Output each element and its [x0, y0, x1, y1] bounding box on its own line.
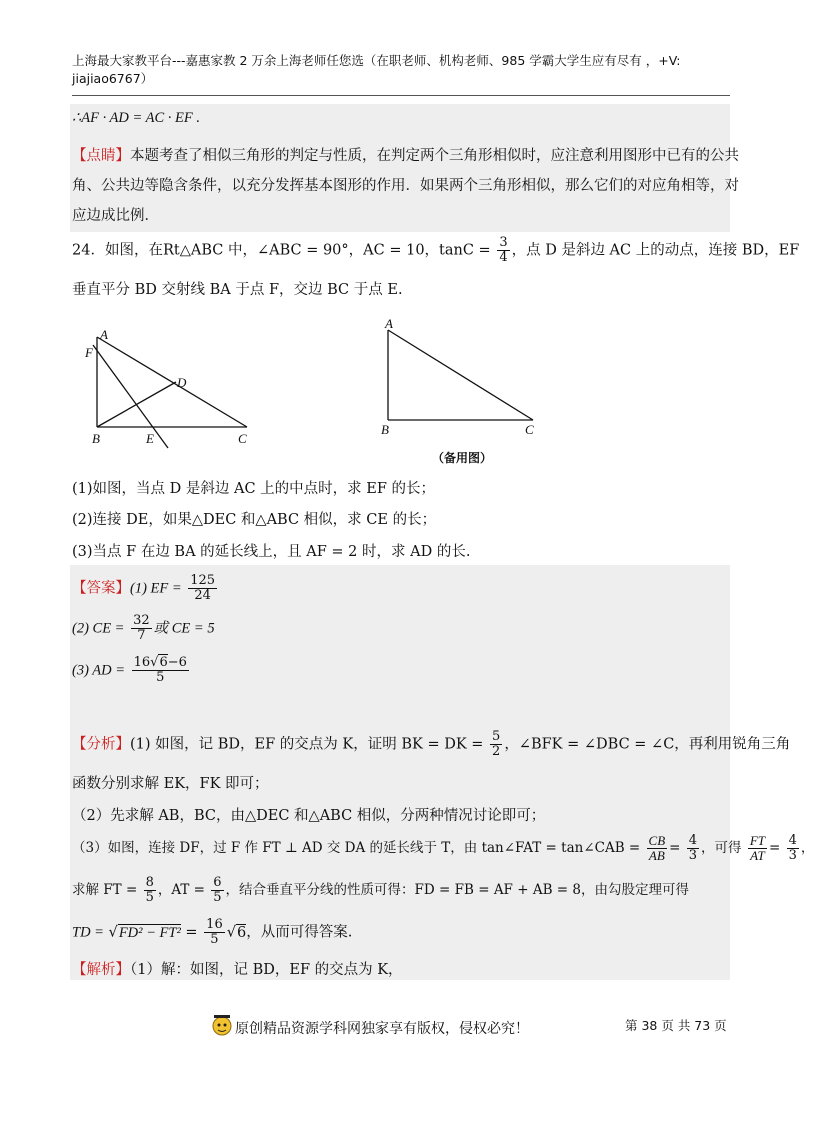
- analysis-line-6: TD = √FD² − FT² = $\frac{16}{5}$ √6，从而可得答案.: [72, 917, 353, 947]
- figure-1: [80, 325, 260, 450]
- question-line-1: 24．如图，在Rt△ABC 中，∠ABC = 90°，AC = 10，tanC = $\frac{3}{4}$ ，点 D 是斜边 AC 上的动点，连接 BD，EF: [72, 235, 800, 265]
- comment-label: 【点睛】: [72, 148, 130, 164]
- fig2-label-a: A: [385, 316, 393, 331]
- fig2-label-b: B: [381, 422, 389, 437]
- analysis-line-2: 函数分别求解 EK，FK 即可；: [72, 776, 269, 792]
- mascot-icon: [210, 1012, 234, 1038]
- solution-line: 【解析】（1）解：如图，记 BD，EF 的交点为 K，: [72, 962, 403, 978]
- fig2-label-c: C: [525, 422, 534, 437]
- header-divider: [72, 95, 730, 96]
- fig2-line-ac: [388, 330, 533, 420]
- label-f: F: [85, 345, 93, 360]
- prev-conclusion: ∴AF · AD = AC · EF .: [72, 110, 201, 126]
- answer-1: 【答案】(1) EF = $\frac{125}{24}$: [72, 573, 216, 603]
- analysis-line-5: 求解 FT = $\frac{8}{5}$ ，AT = $\frac{6}{5}$ ，结合垂直平分线的性质可得：FD = FB = AF + AB = 8，由勾股定理可得: [72, 875, 689, 905]
- analysis-line-4: （3）如图，连接 DF，过 F 作 FT ⊥ AD 交 DA 的延长线于 T，由 tan∠FAT = tan∠CAB = $\frac{CB}{AB}$ = $\frac{4}{3}$ ，可得 $\frac{FT}{AT}$ = $\frac{4}{3}$ ，: [72, 833, 814, 863]
- analysis-line-1: 【分析】(1) 如图，记 BD，EF 的交点为 K，证明 BK = DK = $\frac{5}{2}$ ，∠BFK = ∠DBC = ∠C，再利用锐角三角: [72, 729, 791, 759]
- comment-line-2: 角、公共边等隐含条件，以充分发挥基本图形的作用．如果两个三角形相似，那么它们的对应角相等，对: [72, 178, 739, 194]
- question-number: 24．: [72, 242, 105, 259]
- label-a: A: [100, 327, 108, 342]
- comment-line-1: 【点睛】本题考查了相似三角形的判定与性质，在判定两个三角形相似时，应注意利用图形中已有的公共: [72, 148, 739, 164]
- label-b: B: [92, 431, 100, 446]
- label-e: E: [146, 431, 154, 446]
- solution-label: 【解析】: [72, 962, 130, 978]
- line-ef: [93, 345, 168, 448]
- analysis-line-3: （2）先求解 AB，BC，由△DEC 和△ABC 相似，分两种情况讨论即可；: [72, 808, 546, 824]
- tan-fraction: $\frac{3}{4}$: [499, 235, 508, 265]
- figure-caption: （备用图）: [432, 451, 493, 465]
- question-line-2: 垂直平分 BD 交射线 BA 于点 F，交边 BC 于点 E.: [72, 282, 403, 298]
- part-2: (2)连接 DE，如果△DEC 和△ABC 相似，求 CE 的长；: [72, 512, 437, 528]
- page-number: 第 38 页 共 73 页: [625, 1018, 727, 1033]
- footer-copyright: 原创精品资源学科网独家享有版权，侵权必究！: [235, 1021, 529, 1037]
- analysis-label: 【分析】: [72, 736, 130, 753]
- label-c: C: [238, 431, 247, 446]
- page-header: 上海最大家教平台---嘉惠家教 2 万余上海老师任您选（在职老师、机构老师、985 学霸大学生应有尽有 ，+V: jiajiao6767）: [72, 53, 681, 86]
- figure-2: [375, 312, 550, 442]
- answer-3: (3) AD = $\frac{16√6-6}{5}$: [72, 655, 187, 685]
- comment-line-3: 应边成比例．: [72, 208, 159, 224]
- answer-label: 【答案】: [72, 580, 130, 597]
- label-d: D: [177, 375, 187, 390]
- answer-2: (2) CE = $\frac{32}{7}$ 或 CE = 5: [72, 613, 215, 643]
- part-3: (3)当点 F 在边 BA 的延长线上，且 AF = 2 时，求 AD 的长.: [72, 544, 471, 560]
- part-1: (1)如图，当点 D 是斜边 AC 上的中点时，求 EF 的长；: [72, 481, 436, 497]
